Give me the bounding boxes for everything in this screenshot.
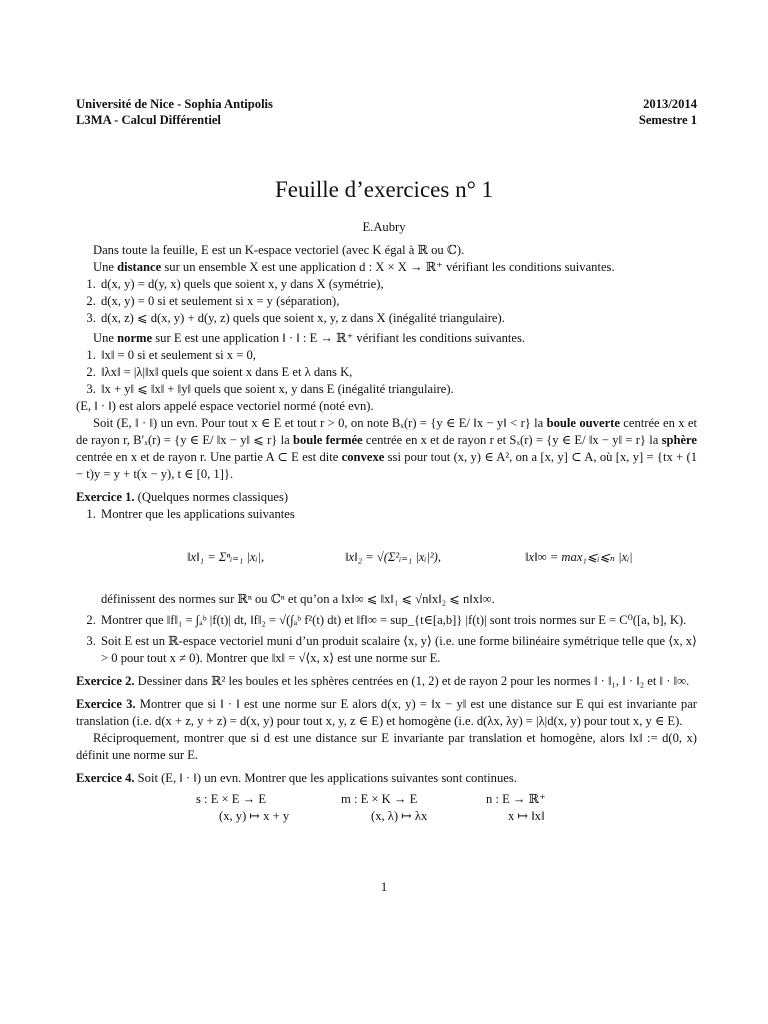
- exercise-label: Exercice 4.: [76, 771, 135, 785]
- term-boule-ouverte: boule ouverte: [546, 416, 620, 430]
- list-item: 2. ‖λx‖ = |λ|‖x‖ quels que soient x dans E et λ dans K,: [99, 364, 697, 381]
- exercise-1-heading: [76, 489, 697, 506]
- university-name: Université de Nice - Sophia Antipolis: [76, 97, 273, 111]
- map-s-line-1: s : E × E → E: [196, 792, 267, 806]
- map-m-line-2: (x, λ) ↦ λx: [371, 809, 428, 823]
- item-text: Montrer que les applications suivantes: [101, 507, 295, 521]
- text-span: Une: [93, 260, 118, 274]
- exercise-2: [76, 673, 697, 690]
- exercise-label: Exercice 3.: [76, 697, 136, 711]
- exercise-3-text: [76, 696, 697, 730]
- map-m-line-1: m : E × K → E: [341, 792, 418, 806]
- text-span: centrée en x et de rayon r, B′ₓ(r) = {y ∈ E/ ‖x − y‖ ⩽ r} la: [76, 416, 697, 447]
- distance-definition: [76, 259, 697, 276]
- term-sphere: sphère: [661, 433, 698, 447]
- norm-1-formula: ‖x‖₁ = Σⁿᵢ₌₁ |xᵢ|,: [187, 550, 265, 564]
- balls-definition: [76, 415, 697, 483]
- term-boule-fermee: boule fermée: [292, 433, 363, 447]
- list-item: 2. d(x, y) = 0 si et seulement si x = y (séparation),: [99, 293, 697, 310]
- text-span: Une: [93, 331, 118, 345]
- evn-definition: (E, ‖ · ‖) est alors appelé espace vectoriel normé (noté evn).: [76, 399, 374, 413]
- list-item: 1. ‖x‖ = 0 si et seulement si x = 0,: [99, 347, 697, 364]
- exercise-label: Exercice 1.: [76, 490, 135, 504]
- map-s-line-2: (x, y) ↦ x + y: [219, 809, 290, 823]
- course-name: L3MA - Calcul Différentiel: [76, 112, 221, 127]
- norm-inf-formula: ‖x‖∞ = max₁⩽ᵢ⩽ₙ |xᵢ|: [525, 550, 633, 564]
- list-item: 1. d(x, y) = d(y, x) quels que soient x, y dans X (symétrie),: [99, 276, 697, 293]
- exercise-3-converse: Réciproquement, montrer que si d est une distance sur E invariante par translation et homogène, alors ‖x‖ := d(0, x) définit une norme sur E.: [76, 731, 697, 762]
- list-item: [99, 506, 697, 608]
- maps-display: [76, 791, 697, 827]
- term-distance: distance: [117, 260, 162, 274]
- list-item: 2. Montrer que ‖f‖₁ = ∫ₐᵇ |f(t)| dt, ‖f‖₂ = √(∫ₐᵇ f²(t) dt) et ‖f‖∞ = sup_{t∈[a,b]} |f(t)| sont trois normes sur E = C⁰([a, b], K).: [99, 612, 697, 629]
- exercise-3: [76, 696, 697, 764]
- map-n-line-1: n : E → ℝ⁺: [486, 792, 546, 806]
- map-n-line-2: x ↦ ‖x‖: [508, 809, 545, 823]
- norm-2-formula: ‖x‖₂ = √(Σ²ᵢ₌₁ |xᵢ|²),: [345, 550, 441, 564]
- exercise-2-text: [76, 673, 697, 690]
- exercise-4-text: [76, 770, 697, 787]
- exercise-label: Exercice 2.: [76, 674, 135, 688]
- text-span: Soit (E, ‖ · ‖) un evn. Pour tout x ∈ E et tout r > 0, on note Bₓ(r) = {y ∈ E/ ‖x − y‖ < r} la: [93, 416, 547, 430]
- text-span: sur un ensemble X est une application d : X × X → ℝ⁺ vérifiant les conditions suivantes.: [161, 260, 615, 274]
- text-span: Soit (E, ‖ · ‖) un evn. Montrer que les applications suivantes sont continues.: [134, 771, 517, 785]
- text-span: Dessiner dans ℝ² les boules et les sphères centrées en (1, 2) et de rayon 2 pour les normes ‖ · ‖₁, ‖ · ‖₂ et ‖ · ‖∞.: [134, 674, 690, 688]
- term-convexe: convexe: [341, 450, 385, 464]
- norms-display: [101, 529, 697, 587]
- academic-year: 2013/2014: [643, 97, 697, 111]
- distance-conditions: [76, 276, 697, 327]
- text-span: centrée en x et de rayon r et Sₓ(r) = {y ∈ E/ ‖x − y‖ = r} la: [362, 433, 662, 447]
- exercise-4: [76, 770, 697, 827]
- norm-conditions: [76, 347, 697, 398]
- semester: Semestre 1: [638, 112, 697, 127]
- text-span: sur E est une application ‖ · ‖ : E → ℝ⁺ vérifiant les conditions suivantes.: [152, 331, 526, 345]
- norm-definition: [76, 330, 697, 347]
- text-span: Montrer que si ‖ · ‖ est une norme sur E alors d(x, y) = ‖x − y‖ est une distance sur E qui est invariante par translation (i.e. d(x + z, y + z) = d(x, y) pour tout x, y, z ∈ E) et homogène (i.e. d(λx, λy) = |λ|d(x, y) pour tout x, y ∈ E).: [76, 697, 697, 728]
- sheet-body: [76, 242, 697, 827]
- list-item: 3. ‖x + y‖ ⩽ ‖x‖ + ‖y‖ quels que soient x, y dans E (inégalité triangulaire).: [99, 381, 697, 398]
- intro-paragraph: Dans toute la feuille, E est un K-espace vectoriel (avec K égal à ℝ ou ℂ).: [93, 243, 465, 257]
- exercise-1-items: [76, 506, 697, 667]
- exercise-subtitle: (Quelques normes classiques): [134, 490, 289, 504]
- author: E.Aubry: [362, 220, 406, 234]
- text-span: centrée en x et de rayon r. Une partie A ⊂ E est dite: [76, 450, 342, 464]
- list-item: 3. Soit E est un ℝ-espace vectoriel muni d’un produit scalaire ⟨x, y⟩ (i.e. une forme bilinéaire symétrique telle que ⟨x, x⟩ > 0 pour tout x ≠ 0). Montrer que ‖x‖ = √⟨x, x⟩ est une norme sur E.: [99, 633, 697, 667]
- sheet-title: Feuille d’exercices n° 1: [274, 177, 494, 202]
- page-number: 1: [380, 880, 388, 894]
- text-span: ssi pour tout (x, y) ∈ A², on a [x, y] ⊂ A, où [x, y] = {tx + (1 − t)y = y + t(x − y), t ∈ [0, 1]}.: [76, 450, 697, 481]
- list-item: 3. d(x, z) ⩽ d(x, y) + d(y, z) quels que soient x, y, z dans X (inégalité triangulaire).: [99, 310, 697, 327]
- item-text: définissent des normes sur ℝⁿ ou ℂⁿ et qu’on a ‖x‖∞ ⩽ ‖x‖₁ ⩽ √n‖x‖₂ ⩽ n‖x‖∞.: [101, 592, 495, 606]
- exercise-1: [76, 489, 697, 667]
- term-norme: norme: [117, 331, 153, 345]
